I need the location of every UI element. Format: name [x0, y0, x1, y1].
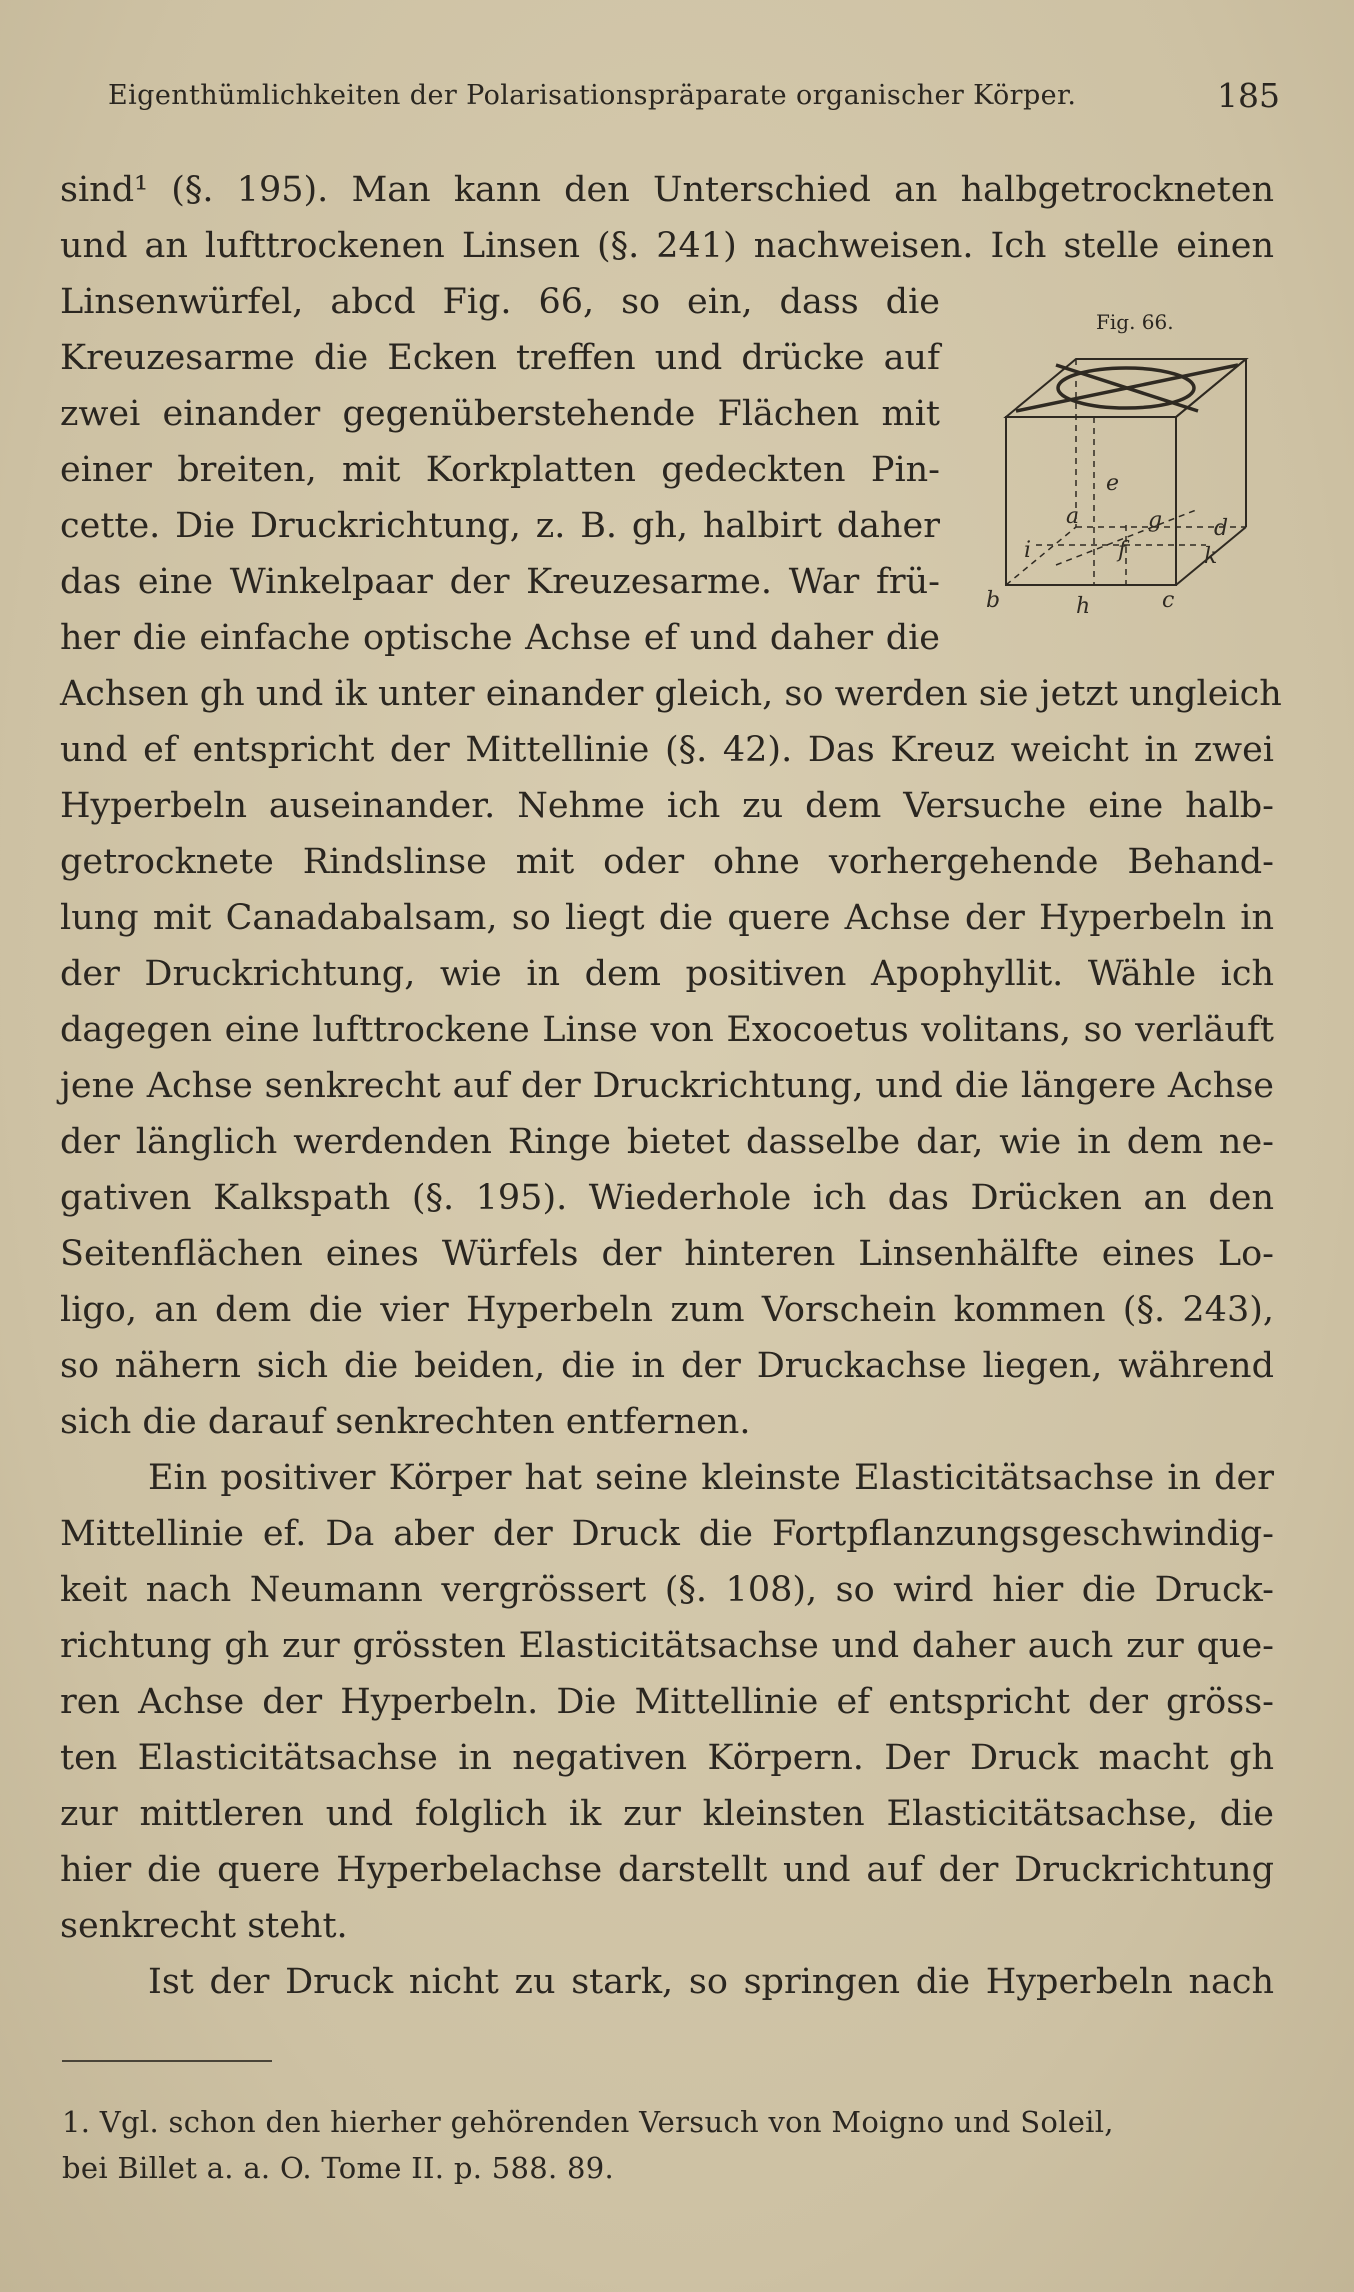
- text-line: Seitenflächen eines Würfels der hinteren Linsenhälfte eines Lo-: [60, 1234, 1274, 1274]
- text-line: das eine Winkelpaar der Kreuzesarme. War frü-: [60, 562, 940, 602]
- text-line: so nähern sich die beiden, die in der Druckachse liegen, während: [60, 1346, 1274, 1386]
- label-g: g: [1148, 508, 1163, 533]
- text-line: Ein positiver Körper hat seine kleinste Elasticitätsachse in der: [148, 1458, 1274, 1498]
- label-d: d: [1214, 516, 1229, 541]
- text-line: Hyperbeln auseinander. Nehme ich zu dem Versuche eine halb-: [60, 786, 1274, 826]
- text-line: Linsenwürfel, abcd Fig. 66, so ein, dass die: [60, 282, 940, 322]
- label-i: i: [1024, 538, 1032, 563]
- footnote-rule: [62, 2060, 272, 2062]
- label-b: b: [986, 588, 1001, 613]
- text-line: getrocknete Rindslinse mit oder ohne vorhergehende Behand-: [60, 842, 1274, 882]
- text-line: cette. Die Druckrichtung, z. B. gh, halbirt daher: [60, 506, 940, 546]
- text-line: dagegen eine lufttrockene Linse von Exocoetus volitans, so verläuft: [60, 1010, 1274, 1050]
- running-header: [108, 76, 1280, 130]
- text-line: der länglich werdenden Ringe bietet dasselbe dar, wie in dem ne-: [60, 1122, 1274, 1162]
- label-c: c: [1162, 588, 1175, 613]
- text-line: her die einfache optische Achse ef und daher die: [60, 618, 940, 658]
- text-line: Achsen gh und ik unter einander gleich, so werden sie jetzt ungleich: [60, 674, 1282, 714]
- text-line: Mittellinie ef. Da aber der Druck die Fortpflanzungsgeschwindig-: [60, 1514, 1274, 1554]
- text-line: einer breiten, mit Korkplatten gedeckten Pin-: [60, 450, 940, 490]
- text-line: zwei einander gegenüberstehende Flächen mit: [60, 394, 940, 434]
- text-line: lung mit Canadabalsam, so liegt die quere Achse der Hyperbeln in: [60, 898, 1274, 938]
- label-k: k: [1204, 544, 1218, 569]
- text-line: zur mittleren und folglich ik zur kleinsten Elasticitätsachse, die: [60, 1794, 1274, 1834]
- text-line: jene Achse senkrecht auf der Druckrichtung, und die längere Achse: [60, 1066, 1274, 1106]
- text-line: senkrecht steht.: [60, 1906, 348, 1946]
- cube-front-face: [1006, 417, 1176, 585]
- text-line: richtung gh zur grössten Elasticitätsachse und daher auch zur que-: [60, 1626, 1274, 1666]
- figure-label: Fig. 66.: [1096, 310, 1174, 334]
- text-line: sind¹ (§. 195). Man kann den Unterschied an halbgetrockneten: [60, 170, 1274, 210]
- label-e: e: [1106, 471, 1120, 496]
- cross-pattern: [1016, 365, 1238, 411]
- text-line: ren Achse der Hyperbeln. Die Mittellinie ef entspricht der gröss-: [60, 1682, 1274, 1722]
- page-number: 185: [1217, 76, 1280, 115]
- text-line: keit nach Neumann vergrössert (§. 108), so wird hier die Druck-: [60, 1570, 1274, 1610]
- text-line: hier die quere Hyperbelachse darstellt und auf der Druckrichtung: [60, 1850, 1274, 1890]
- text-line: und ef entspricht der Mittellinie (§. 42). Das Kreuz weicht in zwei: [60, 730, 1274, 770]
- label-f: f: [1118, 538, 1127, 563]
- figure-66: [976, 300, 1276, 620]
- text-line: gativen Kalkspath (§. 195). Wiederhole ich das Drücken an den: [60, 1178, 1274, 1218]
- text-line: ten Elasticitätsachse in negativen Körpern. Der Druck macht gh: [60, 1738, 1274, 1778]
- cube-diagram: [976, 345, 1276, 625]
- text-line: und an lufttrockenen Linsen (§. 241) nachweisen. Ich stelle einen: [60, 226, 1274, 266]
- footnote-line: 1. Vgl. schon den hierher gehörenden Versuch von Moigno und Soleil,: [62, 2105, 1114, 2139]
- text-line: sich die darauf senkrechten entfernen.: [60, 1402, 751, 1442]
- text-line: der Druckrichtung, wie in dem positiven Apophyllit. Wähle ich: [60, 954, 1274, 994]
- label-h: h: [1076, 594, 1091, 619]
- footnote-line: bei Billet a. a. O. Tome II. p. 588. 89.: [62, 2151, 615, 2185]
- text-line: ligo, an dem die vier Hyperbeln zum Vorschein kommen (§. 243),: [60, 1290, 1274, 1330]
- running-title: Eigenthümlichkeiten der Polarisationspräparate organischer Körper.: [108, 80, 1077, 111]
- text-line: Ist der Druck nicht zu stark, so springen die Hyperbeln nach: [148, 1962, 1274, 2002]
- text-line: Kreuzesarme die Ecken treffen und drücke auf: [60, 338, 940, 378]
- label-a: a: [1066, 504, 1080, 529]
